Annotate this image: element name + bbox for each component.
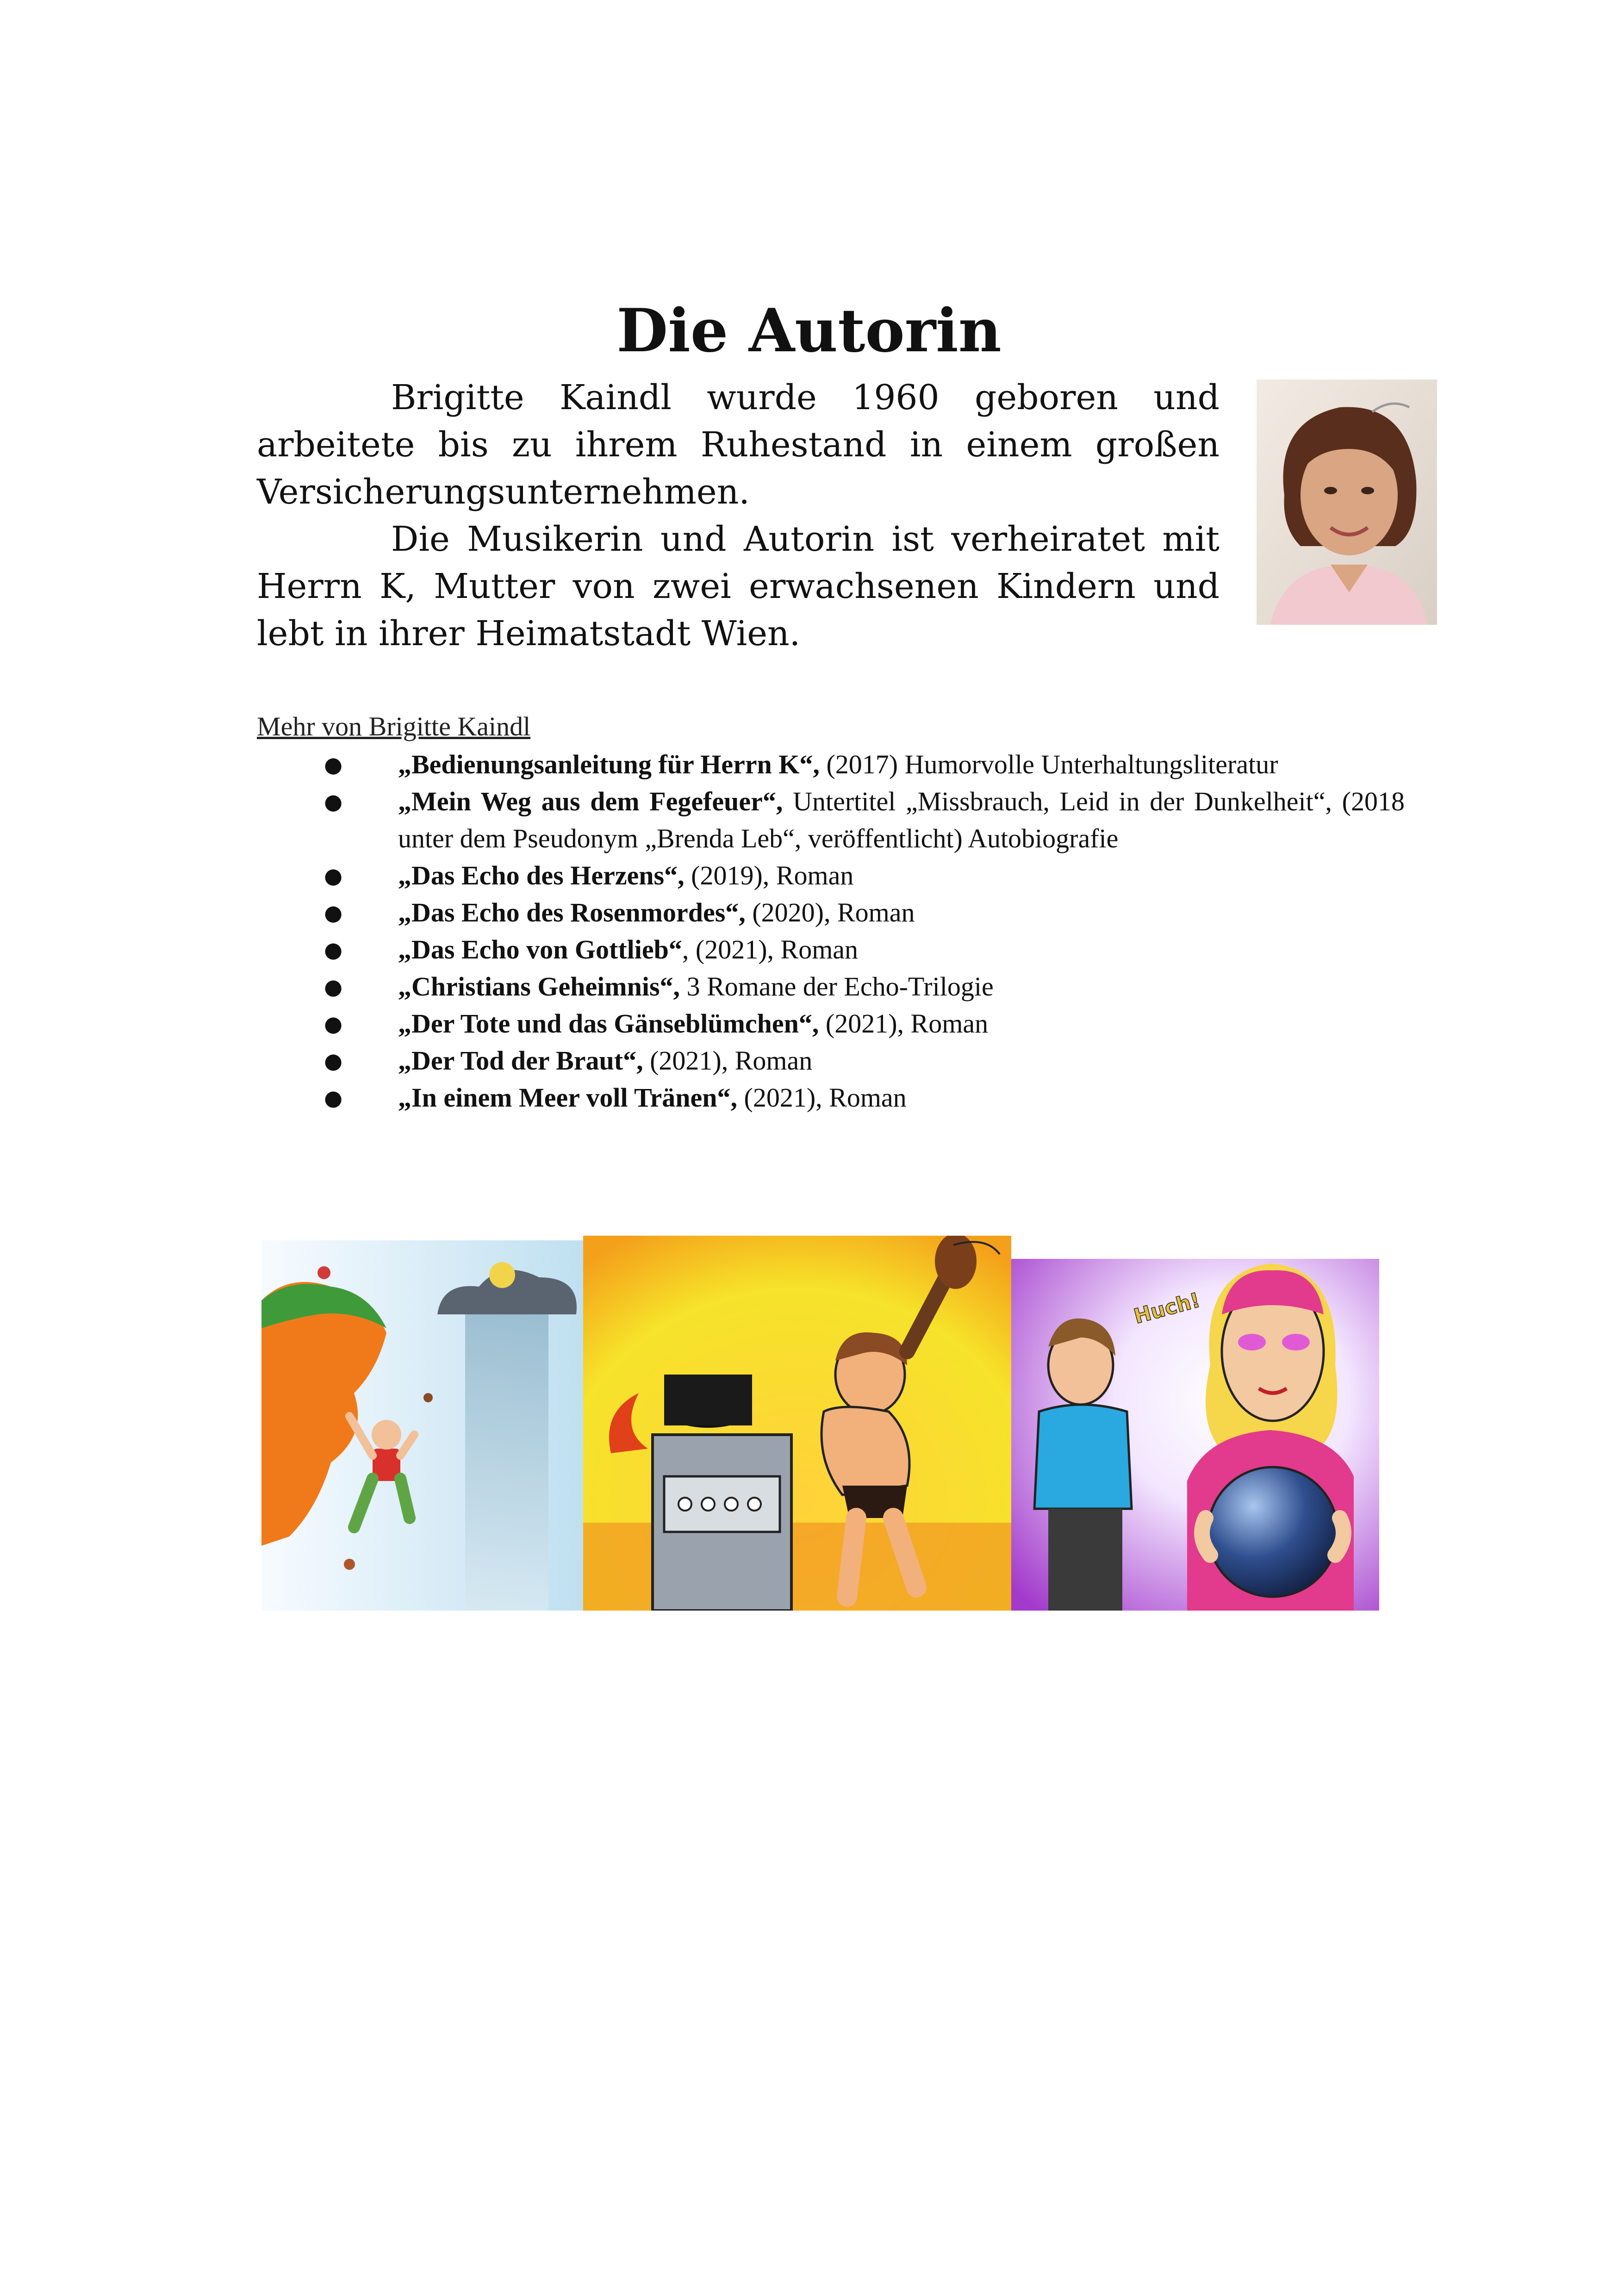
illustration-fortune-teller: [1011, 1259, 1379, 1611]
book-detail: , (2021), Roman: [682, 934, 859, 964]
author-bio: [257, 374, 1220, 657]
book-title: „Bedienungsanleitung für Herrn K“,: [398, 749, 820, 779]
list-item: [257, 746, 1405, 783]
list-item: [257, 783, 1405, 857]
book-list: [257, 746, 1405, 1116]
book-title: „Das Echo des Herzens“,: [398, 860, 685, 890]
book-detail: (2021), Roman: [643, 1045, 813, 1076]
list-item: [257, 968, 1405, 1005]
bullet-icon: ●: [324, 1048, 343, 1073]
book-detail: (2019), Roman: [684, 860, 854, 890]
bullet-icon: ●: [324, 752, 343, 777]
book-title: „Das Echo des Rosenmordes“,: [398, 897, 746, 927]
book-title: „In einem Meer voll Tränen“,: [398, 1083, 737, 1113]
page-title: Die Autorin: [616, 296, 1002, 366]
book-detail: (2021), Roman: [819, 1008, 989, 1039]
list-item: [257, 894, 1405, 931]
bio-paragraph-1: Brigitte Kaindl wurde 1960 geboren und arbeitete bis zu ihrem Ruhestand in einem großen Versicherungsunternehmen.: [257, 378, 1220, 512]
bullet-icon: ●: [324, 789, 343, 814]
bullet-icon: ●: [324, 974, 343, 999]
book-title: „Der Tote und das Gänseblümchen“,: [398, 1008, 819, 1039]
list-item: [257, 1042, 1405, 1079]
list-item: [257, 931, 1405, 968]
author-portrait: [1257, 380, 1437, 625]
illustration-caveman-stove: [583, 1236, 1011, 1611]
book-title: „Mein Weg aus dem Fegefeuer“,: [398, 786, 783, 816]
book-detail: 3 Romane der Echo-Trilogie: [680, 971, 994, 1002]
book-detail: Untertitel „Missbrauch, Leid in der Dunkelheit“, (2018 unter dem Pseudonym „Brenda Leb“, veröffentlicht) Autobiografie: [398, 786, 1405, 853]
book-title: „Das Echo von Gottlieb“: [398, 934, 682, 964]
list-item: [257, 1079, 1405, 1116]
list-item: [257, 857, 1405, 894]
book-detail: (2020), Roman: [745, 897, 915, 927]
book-detail: (2017) Humorvolle Unterhaltungsliteratur: [819, 749, 1278, 779]
bio-paragraph-2: Die Musikerin und Autorin ist verheiratet mit Herrn K, Mutter von zwei erwachsenen Kindern und lebt in ihrer Heimatstadt Wien.: [257, 519, 1220, 653]
speech-text: Huch!: [1131, 1288, 1203, 1329]
book-detail: (2021), Roman: [737, 1083, 907, 1113]
book-title: „Christians Geheimnis“,: [398, 971, 680, 1002]
bullet-icon: ●: [324, 937, 343, 962]
book-title: „Der Tod der Braut“,: [398, 1045, 643, 1076]
more-books-heading: Mehr von Brigitte Kaindl: [257, 711, 531, 741]
bullet-icon: ●: [324, 863, 343, 888]
illustration-cliff-climber: [261, 1240, 583, 1611]
bullet-icon: ●: [324, 1011, 343, 1036]
bullet-icon: ●: [324, 1085, 343, 1110]
bullet-icon: ●: [324, 900, 343, 925]
list-item: [257, 1005, 1405, 1042]
